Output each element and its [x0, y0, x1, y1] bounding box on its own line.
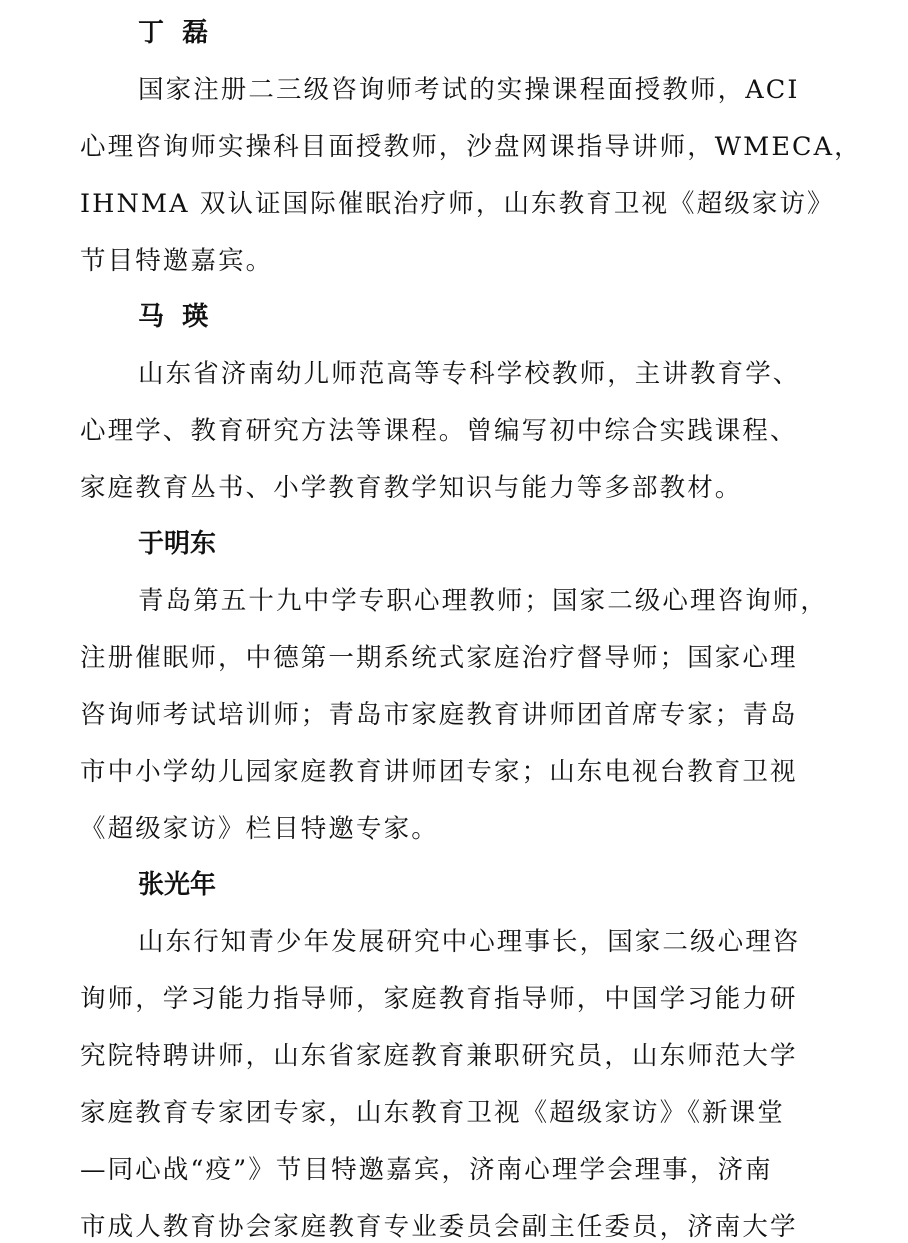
bio-line: 青岛第五十九中学专职心理教师；国家二级心理咨询师，	[138, 586, 829, 616]
person-name-yu-mingdong: 于明东	[138, 529, 217, 559]
bio-line: 咨询师考试培训师；青岛市家庭教育讲师团首席专家；青岛	[80, 700, 798, 730]
bio-line: 《超级家访》栏目特邀专家。	[80, 814, 439, 844]
person-name-ma-ying: 马 瑛	[138, 302, 209, 332]
bio-line: 注册催眠师，中德第一期系统式家庭治疗督导师；国家心理	[80, 643, 798, 673]
bio-line: 家庭教育专家团专家，山东教育卫视《超级家访》《新课堂	[80, 1098, 785, 1128]
bio-line: 山东行知青少年发展研究中心理事长，国家二级心理咨	[138, 927, 801, 957]
person-name-zhang-guangnian: 张光年	[138, 870, 217, 900]
bio-line: 心理学、教育研究方法等课程。曾编写初中综合实践课程、	[80, 416, 798, 446]
bio-line: 市成人教育协会家庭教育专业委员会副主任委员，济南大学	[80, 1212, 798, 1242]
bio-line: 节目特邀嘉宾。	[80, 246, 274, 276]
bio-line: 究院特聘讲师，山东省家庭教育兼职研究员，山东师范大学	[80, 1041, 798, 1071]
bio-line: 询师，学习能力指导师，家庭教育指导师，中国学习能力研	[80, 984, 798, 1014]
bio-line: 市中小学幼儿园家庭教育讲师团专家；山东电视台教育卫视	[80, 757, 798, 787]
bio-line: IHNMA 双认证国际催眠治疗师，山东教育卫视《超级家访》	[80, 189, 835, 219]
person-name-ding-lei: 丁 磊	[138, 18, 209, 48]
bio-line: 心理咨询师实操科目面授教师，沙盘网课指导讲师，WMECA，	[80, 132, 862, 162]
bio-line: —同心战“疫”》节目特邀嘉宾，济南心理学会理事，济南	[80, 1155, 773, 1185]
bio-line: 家庭教育丛书、小学教育教学知识与能力等多部教材。	[80, 473, 743, 503]
bio-line: 山东省济南幼儿师范高等专科学校教师，主讲教育学、	[138, 359, 801, 389]
bio-line: 国家注册二三级咨询师考试的实操课程面授教师，ACI	[138, 75, 800, 105]
